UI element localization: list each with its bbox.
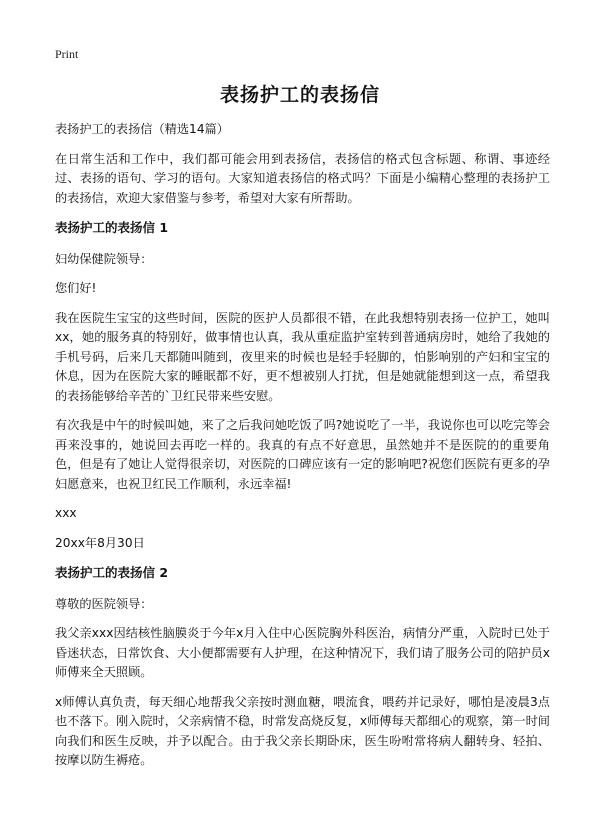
letter1-paragraph-2: 有次我是中午的时候叫她，来了之后我问她吃饭了吗?她说吃了一半，我说你也可以吃完等会再来没事的，她说回去再吃一样的。我真的有点不好意思，虽然她并不是医院的的重要角色，但是有了她让人觉得很亲切，对医院的口碑应该有一定的影响吧?祝您们医院有更多的孕妇愿意来，也祝卫红民工作顺利，永远幸福! bbox=[55, 418, 550, 491]
subtitle: 表扬护工的表扬信（精选14篇） bbox=[55, 122, 229, 136]
letter2-paragraph-1: 我父亲xxx因结核性脑膜炎于今年x月入住中心医院胸外科医治，病情分严重，入院时已处于昏迷状态，日常饮食、大小便都需要有人护理，在这种情况下，我们请了服务公司的陪护员x师傅来全天照顾。 bbox=[55, 626, 550, 679]
document-body bbox=[55, 120, 550, 781]
letter1-greeting: 您们好! bbox=[55, 281, 97, 295]
letter1-paragraph-1: 我在医院生宝宝的这些时间，医院的医护人员都很不错，在此我想特别表扬一位护工，她叫xx，她的服务真的特别好，做事情也认真，我从重症监护室转到普通病房时，她给了我她的手机号码，后来几天都随叫随到，夜里来的时候也是轻手轻脚的，怕影响别的产妇和宝宝的休息，因为在医院大家的睡眠都不好，更不想被别人打扰，但是她就能想到这一点，希望我的表扬能够给辛苦的`卫红民带来些安慰。 bbox=[55, 310, 550, 403]
page-title: 表扬护工的表扬信 bbox=[219, 84, 380, 106]
letter1-salutation: 妇幼保健院领导： bbox=[55, 251, 153, 266]
print-label: Print bbox=[55, 47, 79, 61]
letter2-salutation: 尊敬的医院领导： bbox=[55, 596, 153, 611]
letter2-paragraph-2: x师傅认真负责，每天细心地帮我父亲按时测血糖，喂流食，喂药并记录好，哪怕是凌晨3点也不落下。刚入院时，父亲病情不稳，时常发高烧反复，x师傅每天都细心的观察，第一时间向我们和医生反映，并予以配合。由于我父亲长期卧床，医生吩咐常将病人翻转身、轻拍、按摩以防生褥疮。 bbox=[55, 694, 550, 767]
intro-paragraph: 在日常生活和工作中，我们都可能会用到表扬信，表扬信的格式包含标题、称谓、事迹经过、表扬的语句、学习的语句。大家知道表扬信的格式吗？下面是小编精心整理的表扬护工的表扬信，欢迎大家借鉴与参考，希望对大家有所帮助。 bbox=[55, 151, 550, 205]
letter1-signature: xxx bbox=[55, 506, 77, 520]
letter1-heading: 表扬护工的表扬信 1 bbox=[55, 220, 169, 235]
letter1-date: 20xx年8月30日 bbox=[55, 535, 145, 550]
letter2-heading: 表扬护工的表扬信 2 bbox=[55, 565, 169, 580]
